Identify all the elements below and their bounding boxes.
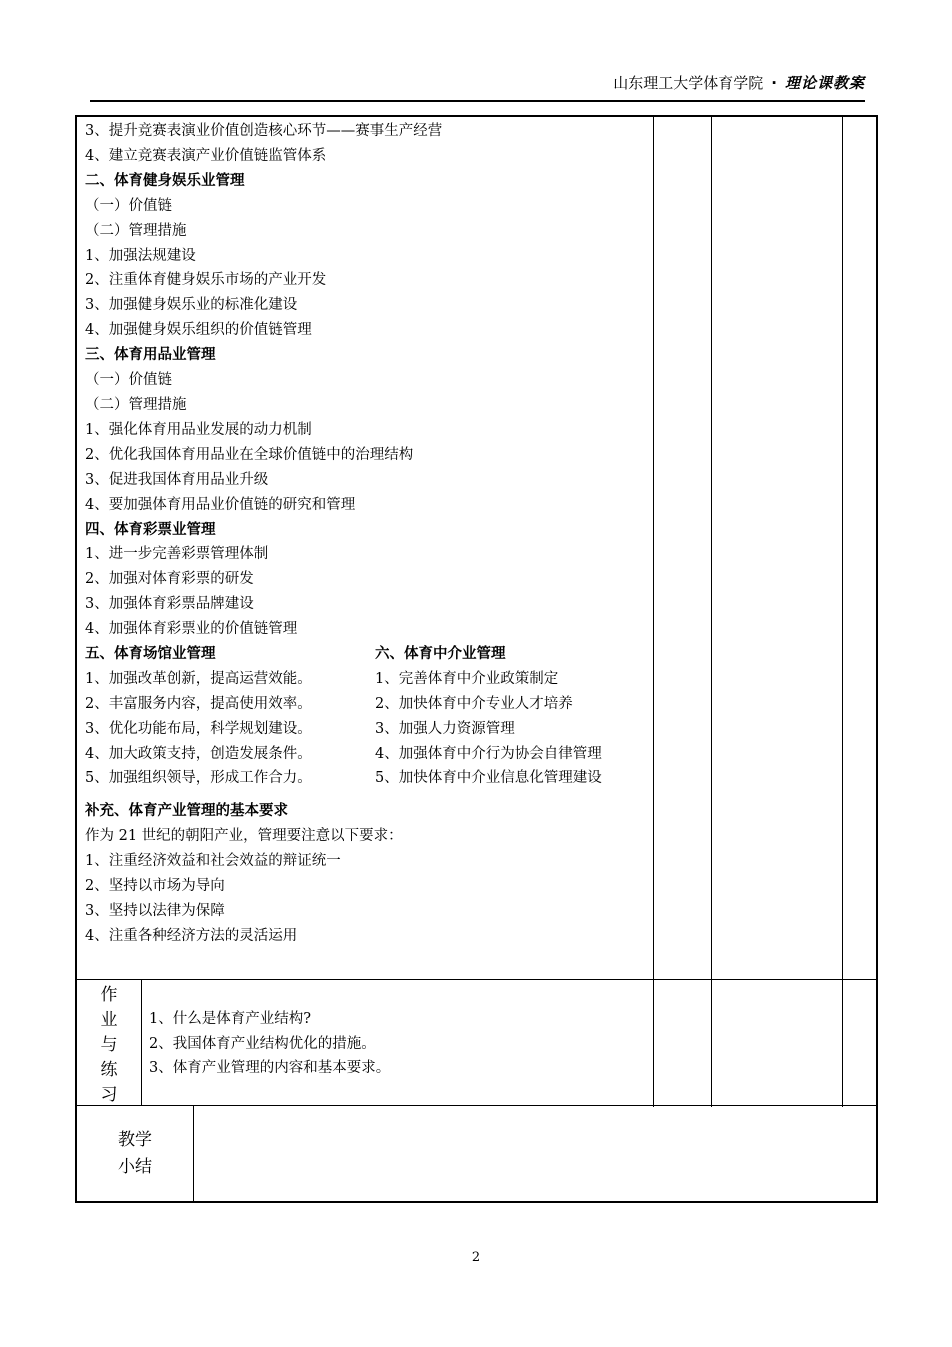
homework-item: 3、体育产业管理的内容和基本要求。 xyxy=(149,1060,391,1077)
left-column-text: 1、加强改革创新，提高运营效能。 xyxy=(85,670,312,687)
right-column-text: 5、加快体育中介业信息化管理建设 xyxy=(375,770,602,787)
content-line: 4、注重各种经济方法的灵活运用 xyxy=(85,927,298,944)
content-line: 2、加强对体育彩票的研发 xyxy=(85,571,254,588)
left-column-text: 3、优化功能布局，科学规划建设。 xyxy=(85,720,312,737)
right-column-text: 3、加强人力资源管理 xyxy=(375,720,515,737)
summary-label-line: 小结 xyxy=(118,1157,152,1177)
header-doc-type: 理论课教案 xyxy=(784,74,865,92)
column-divider-3 xyxy=(842,117,843,1107)
two-column-row xyxy=(85,667,655,692)
content-line: 3、加强健身娱乐业的标准化建设 xyxy=(85,297,298,314)
homework-label-char: 业 xyxy=(100,1010,118,1030)
header-dot: · xyxy=(771,74,777,92)
content-line: 1、强化体育用品业发展的动力机制 xyxy=(85,421,312,438)
summary-label xyxy=(77,1127,193,1181)
homework-label xyxy=(77,981,141,1108)
two-column-row xyxy=(85,642,655,667)
content-line: 1、进一步完善彩票管理体制 xyxy=(85,546,269,563)
content-line: 2、优化我国体育用品业在全球价值链中的治理结构 xyxy=(85,446,414,463)
summary-label-line: 教学 xyxy=(118,1130,152,1150)
content-line: （二）管理措施 xyxy=(85,222,187,239)
section-heading: 三、体育用品业管理 xyxy=(85,346,216,364)
two-column-row xyxy=(85,766,655,791)
homework-label-divider xyxy=(141,979,142,1105)
content-line: 4、加强体育彩票业的价值链管理 xyxy=(85,621,298,638)
content-line: （一）价值链 xyxy=(85,372,172,389)
row-divider-summary xyxy=(77,1105,876,1106)
homework-item: 1、什么是体育产业结构? xyxy=(149,1011,311,1027)
content-line: （一）价值链 xyxy=(85,197,172,214)
content-line: 4、建立竞赛表演产业价值链监管体系 xyxy=(85,147,327,164)
content-line: 1、加强法规建设 xyxy=(85,247,196,264)
two-column-row xyxy=(85,717,655,742)
content-line: 1、注重经济效益和社会效益的辩证统一 xyxy=(85,853,341,870)
right-column-text: 4、加强体育中介行为协会自律管理 xyxy=(375,745,602,762)
content-line: 2、坚持以市场为导向 xyxy=(85,878,225,895)
header-school: 山东理工大学体育学院 xyxy=(613,74,764,92)
content-line: 4、要加强体育用品业价值链的研究和管理 xyxy=(85,496,356,513)
content-line: 4、加强健身娱乐组织的价值链管理 xyxy=(85,322,312,339)
homework-item: 2、我国体育产业结构优化的措施。 xyxy=(149,1035,376,1052)
homework-label-char: 练 xyxy=(100,1060,118,1080)
lesson-content xyxy=(85,119,655,949)
content-line: （二）管理措施 xyxy=(85,396,187,413)
content-line: 作为 21 世纪的朝阳产业，管理要注意以下要求： xyxy=(85,828,403,845)
homework-list xyxy=(149,1007,390,1081)
homework-label-char: 习 xyxy=(100,1085,118,1105)
two-column-row xyxy=(85,692,655,717)
content-line: 3、促进我国体育用品业升级 xyxy=(85,471,269,488)
page-header xyxy=(90,72,865,102)
right-column-text: 2、加快体育中介专业人才培养 xyxy=(375,695,573,712)
section-heading: 四、体育彩票业管理 xyxy=(85,520,216,538)
column-divider-2 xyxy=(711,117,712,1107)
left-column-text: 5、加强组织领导，形成工作合力。 xyxy=(85,770,312,787)
lesson-table xyxy=(75,115,878,1203)
row-divider-homework xyxy=(77,979,876,980)
left-column-text: 五、体育场馆业管理 xyxy=(85,645,216,663)
right-column-text: 六、体育中介业管理 xyxy=(375,645,506,663)
content-line: 3、加强体育彩票品牌建设 xyxy=(85,596,254,613)
two-column-row xyxy=(85,742,655,767)
summary-label-divider xyxy=(193,1105,194,1203)
content-line: 3、提升竞赛表演业价值创造核心环节——赛事生产经营 xyxy=(85,123,443,139)
section-heading: 二、体育健身娱乐业管理 xyxy=(85,171,245,189)
left-column-text: 4、加大政策支持，创造发展条件。 xyxy=(85,745,312,762)
homework-label-char: 作 xyxy=(100,985,118,1005)
homework-label-char: 与 xyxy=(100,1035,118,1055)
content-line: 3、坚持以法律为保障 xyxy=(85,903,225,919)
section-heading: 补充、体育产业管理的基本要求 xyxy=(85,802,288,820)
header-title xyxy=(613,72,865,93)
page-number: 2 xyxy=(471,1250,481,1265)
content-line: 2、注重体育健身娱乐市场的产业开发 xyxy=(85,272,327,289)
right-column-text: 1、完善体育中介业政策制定 xyxy=(375,670,559,687)
left-column-text: 2、丰富服务内容，提高使用效率。 xyxy=(85,695,312,712)
